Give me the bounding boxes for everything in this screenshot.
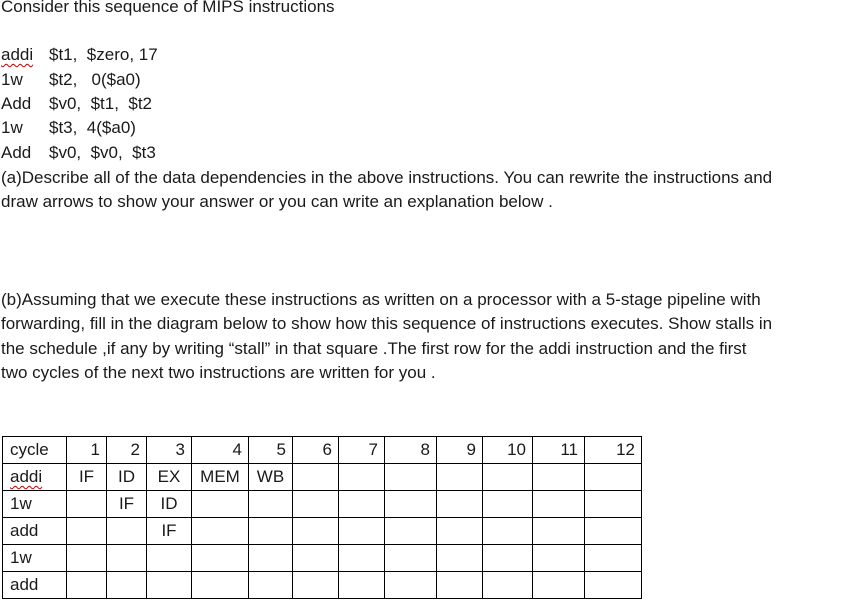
stage-cell[interactable] — [249, 572, 293, 599]
stage-cell[interactable] — [249, 491, 293, 518]
stage-cell[interactable] — [67, 572, 107, 599]
intro-text: Consider this sequence of MIPS instructions — [1, 0, 335, 16]
stage-cell[interactable] — [533, 545, 585, 572]
stage-cell[interactable] — [483, 464, 533, 491]
stage-cell[interactable] — [147, 545, 192, 572]
part-a-line-2: draw arrows to show your answer or you can write an explanation below . — [1, 192, 553, 211]
table-row — [3, 518, 642, 545]
stage-cell[interactable] — [437, 518, 483, 545]
instruction-opcode: 1w — [1, 70, 23, 89]
instruction-opcode: 1w — [1, 118, 23, 137]
instruction-args: $t3, 4($a0) — [49, 118, 136, 137]
table-row — [3, 545, 642, 572]
stage-cell[interactable] — [585, 518, 642, 545]
stage-cell[interactable] — [67, 545, 107, 572]
instruction-args: $v0, $v0, $t3 — [49, 143, 156, 162]
instruction-line — [1, 118, 136, 138]
stage-cell[interactable] — [339, 545, 385, 572]
part-b-line-4: two cycles of the next two instructions are written for you . — [1, 363, 436, 382]
instruction-opcode: Add — [1, 143, 32, 162]
stage-cell[interactable] — [385, 518, 437, 545]
stage-cell[interactable]: ID — [147, 491, 192, 518]
instruction-line — [1, 70, 141, 90]
stage-cell[interactable] — [533, 572, 585, 599]
stage-cell[interactable] — [293, 464, 339, 491]
stage-cell[interactable]: EX — [147, 464, 192, 491]
stage-cell[interactable] — [483, 491, 533, 518]
cycle-number: 2 — [107, 437, 147, 464]
row-label-cell — [3, 464, 67, 491]
cycle-number: 9 — [437, 437, 483, 464]
stage-cell[interactable] — [533, 491, 585, 518]
row-label: add — [3, 572, 67, 599]
stage-cell[interactable] — [483, 518, 533, 545]
part-b-line-2: forwarding, fill in the diagram below to show how this sequence of instructions executes. Show stalls in — [1, 314, 773, 333]
cycle-number: 1 — [67, 437, 107, 464]
stage-cell[interactable] — [585, 545, 642, 572]
instruction-line — [1, 143, 156, 163]
stage-cell[interactable] — [293, 572, 339, 599]
stage-cell[interactable] — [107, 572, 147, 599]
stage-cell[interactable]: IF — [67, 464, 107, 491]
cycle-number: 7 — [339, 437, 385, 464]
cycle-number: 3 — [147, 437, 192, 464]
cycle-number: 6 — [293, 437, 339, 464]
stage-cell[interactable] — [192, 572, 249, 599]
stage-cell[interactable]: MEM — [192, 464, 249, 491]
instruction-args: $v0, $t1, $t2 — [49, 94, 153, 113]
pipeline-table — [2, 436, 642, 599]
stage-cell[interactable] — [385, 464, 437, 491]
stage-cell[interactable] — [107, 518, 147, 545]
stage-cell[interactable] — [385, 491, 437, 518]
cycle-number: 11 — [533, 437, 585, 464]
stage-cell[interactable] — [385, 545, 437, 572]
stage-cell[interactable] — [437, 572, 483, 599]
stage-cell[interactable] — [483, 572, 533, 599]
stage-cell[interactable] — [533, 464, 585, 491]
cycle-number: 10 — [483, 437, 533, 464]
stage-cell[interactable] — [293, 518, 339, 545]
instruction-line — [1, 94, 152, 114]
instruction-opcode: Add — [1, 94, 32, 113]
row-label: add — [3, 518, 67, 545]
stage-cell[interactable] — [533, 518, 585, 545]
stage-cell[interactable] — [339, 464, 385, 491]
stage-cell[interactable] — [249, 518, 293, 545]
cycle-number: 4 — [192, 437, 249, 464]
stage-cell[interactable] — [437, 545, 483, 572]
stage-cell[interactable] — [483, 545, 533, 572]
stage-cell[interactable] — [107, 545, 147, 572]
cycle-number: 12 — [585, 437, 642, 464]
cycle-header-label: cycle — [3, 437, 67, 464]
stage-cell[interactable] — [147, 572, 192, 599]
stage-cell[interactable] — [339, 572, 385, 599]
stage-cell[interactable] — [437, 491, 483, 518]
stage-cell[interactable] — [585, 491, 642, 518]
stage-cell[interactable] — [585, 572, 642, 599]
stage-cell[interactable]: ID — [107, 464, 147, 491]
row-label: 1w — [3, 545, 67, 572]
table-header-row — [3, 437, 642, 464]
table-row — [3, 464, 642, 491]
part-b-line-3: the schedule ,if any by writing “stall” in that square .The first row for the addi instruction and the first — [1, 339, 747, 358]
row-label: addi — [10, 467, 43, 486]
stage-cell[interactable] — [585, 464, 642, 491]
stage-cell[interactable]: IF — [147, 518, 192, 545]
stage-cell[interactable] — [67, 518, 107, 545]
instruction-opcode: addi — [1, 45, 34, 64]
cycle-number: 8 — [385, 437, 437, 464]
instruction-args: $t2, 0($a0) — [49, 70, 141, 89]
stage-cell[interactable]: WB — [249, 464, 293, 491]
stage-cell[interactable] — [437, 464, 483, 491]
stage-cell[interactable] — [293, 491, 339, 518]
stage-cell[interactable] — [67, 491, 107, 518]
stage-cell[interactable] — [339, 491, 385, 518]
part-a-line-1: (a)Describe all of the data dependencies in the above instructions. You can rewrite the instructions and — [1, 168, 773, 187]
stage-cell[interactable]: IF — [107, 491, 147, 518]
instruction-args: $t1, $zero, 17 — [49, 45, 158, 64]
table-row — [3, 572, 642, 599]
stage-cell[interactable] — [192, 518, 249, 545]
table-row — [3, 491, 642, 518]
stage-cell[interactable] — [249, 545, 293, 572]
stage-cell[interactable] — [339, 518, 385, 545]
part-b-line-1: (b)Assuming that we execute these instructions as written on a processor with a 5-stage pipeline with — [1, 290, 761, 309]
cycle-number: 5 — [249, 437, 293, 464]
stage-cell[interactable] — [293, 545, 339, 572]
stage-cell[interactable] — [192, 491, 249, 518]
stage-cell[interactable] — [385, 572, 437, 599]
instruction-line — [1, 45, 158, 65]
row-label: 1w — [3, 491, 67, 518]
stage-cell[interactable] — [192, 545, 249, 572]
